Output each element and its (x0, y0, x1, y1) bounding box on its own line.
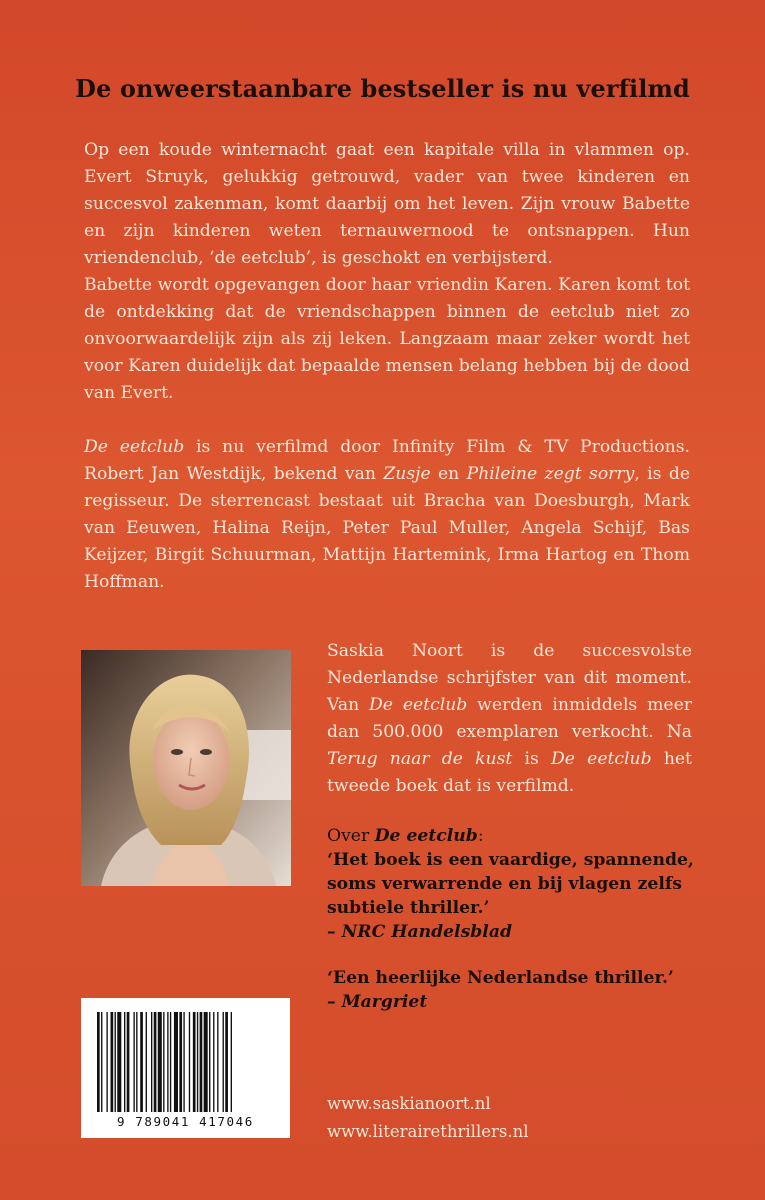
film-text-2: en (430, 464, 467, 484)
barcode-bar (146, 1012, 147, 1112)
barcode-bar (231, 1012, 232, 1112)
headline: De onweerstaanbare bestseller is nu verfilmd (75, 74, 690, 103)
barcode-bar (197, 1012, 198, 1112)
barcode-bar (151, 1012, 152, 1112)
film-title-phileine: Phileine zegt sorry (466, 464, 635, 484)
barcode-bar (133, 1012, 134, 1112)
reviews-intro-colon: : (477, 826, 484, 846)
film-text-3: , is de regisseur. De sterrencast bestaat uit Bracha van Doesburgh, Mark van Eeuwen, Halina Reijn, Peter Paul Muller, Angela Schijf, Bas Keijzer, Birgit Schuurman, Mattijn Hartemink, Irma Hartog en Thom Hoffman. (84, 464, 690, 592)
url-publisher-site[interactable]: www.literairethrillers.nl (327, 1122, 529, 1141)
barcode-bar (189, 1012, 190, 1112)
barcode-bars (95, 1012, 276, 1112)
bio-text-3: is (512, 749, 552, 769)
isbn-number: 9 789041 417046 (117, 1114, 254, 1129)
barcode-bar (174, 1012, 178, 1112)
barcode-bar (97, 1012, 100, 1112)
barcode-bar (223, 1012, 224, 1112)
review-quote-1: ‘Het boek is een vaardige, spannende, soms verwarrende en bij vlagen zelfs subtiele thriller.’ (327, 850, 694, 918)
url-author-site[interactable]: www.saskianoort.nl (327, 1094, 491, 1113)
bio-book-title-1: De eetclub (369, 695, 468, 715)
synopsis-paragraph-2: Babette wordt opgevangen door haar vriendin Karen. Karen komt tot de ontdekking dat de vriendschappen binnen de eetclub niet zo onvoorwaardelijk zijn als zij leken. Langzaam maar zeker wordt het voor Karen duidelijk dat bepaalde mensen belang hebben bij de dood van Evert. (84, 275, 690, 403)
reviews-intro-text: Over (327, 826, 375, 846)
barcode-bar (111, 1012, 114, 1112)
reviews (327, 824, 697, 1014)
review-source-2: – Margriet (327, 992, 428, 1012)
film-paragraph (84, 434, 690, 596)
barcode-bar (136, 1012, 137, 1112)
review-source-1: – NRC Handelsblad (327, 922, 512, 942)
barcode-bar (115, 1012, 116, 1112)
barcode-bar (101, 1012, 102, 1112)
barcode-bar (158, 1012, 162, 1112)
barcode-bar (213, 1012, 214, 1112)
reviews-intro (327, 824, 697, 848)
website-links (327, 1090, 529, 1146)
barcode-bar (204, 1012, 208, 1112)
barcode (81, 998, 290, 1138)
synopsis (84, 137, 690, 407)
review-spacer (327, 944, 697, 966)
bio-text-4: het tweede boek dat is verfilmd. (327, 749, 692, 796)
barcode-bar (124, 1012, 125, 1112)
barcode-bar (140, 1012, 143, 1112)
barcode-bar (217, 1012, 218, 1112)
bio-book-title-3: De eetclub (551, 749, 652, 769)
barcode-bar (209, 1012, 210, 1112)
barcode-bar (170, 1012, 171, 1112)
reviews-intro-title: De eetclub (374, 826, 478, 846)
synopsis-paragraph-1: Op een koude winternacht gaat een kapitale villa in vlammen op. Evert Struyk, gelukkig getrouwd, vader van twee kinderen en succesvol zakenman, komt daarbij om het leven. Zijn vrouw Babette en zijn kinderen weten ternauwernood te ontsnappen. Hun vriendenclub, ‘de eetclub’, is geschokt en verbijsterd. (84, 140, 690, 268)
barcode-bar (117, 1012, 121, 1112)
film-paragraph-text (84, 434, 690, 596)
barcode-bar (183, 1012, 184, 1112)
barcode-bar (200, 1012, 203, 1112)
film-title-zusje: Zusje (383, 464, 431, 484)
barcode-bar (163, 1012, 164, 1112)
barcode-bar (179, 1012, 182, 1112)
film-text-1: is nu verfilmd door Infinity Film & TV Productions. Robert Jan Westdijk, bekend van (84, 437, 690, 484)
author-bio-text (327, 638, 692, 800)
barcode-bar (154, 1012, 157, 1112)
barcode-bar (193, 1012, 196, 1112)
barcode-bar (106, 1012, 107, 1112)
barcode-bar (225, 1012, 228, 1112)
author-photo (81, 650, 291, 886)
barcode-bar (167, 1012, 168, 1112)
review-quote-2: ‘Een heerlijke Nederlandse thriller.’ (327, 968, 674, 988)
author-bio (327, 638, 692, 800)
film-book-title: De eetclub (84, 437, 185, 457)
bio-book-title-2: Terug naar de kust (327, 749, 513, 769)
bio-text-2: werden inmiddels meer dan 500.000 exemplaren verkocht. Na (327, 695, 692, 742)
bio-text-1: Saskia Noort is de succesvolste Nederlandse schrijfster van dit moment. Van (327, 641, 692, 715)
barcode-bar (127, 1012, 130, 1112)
